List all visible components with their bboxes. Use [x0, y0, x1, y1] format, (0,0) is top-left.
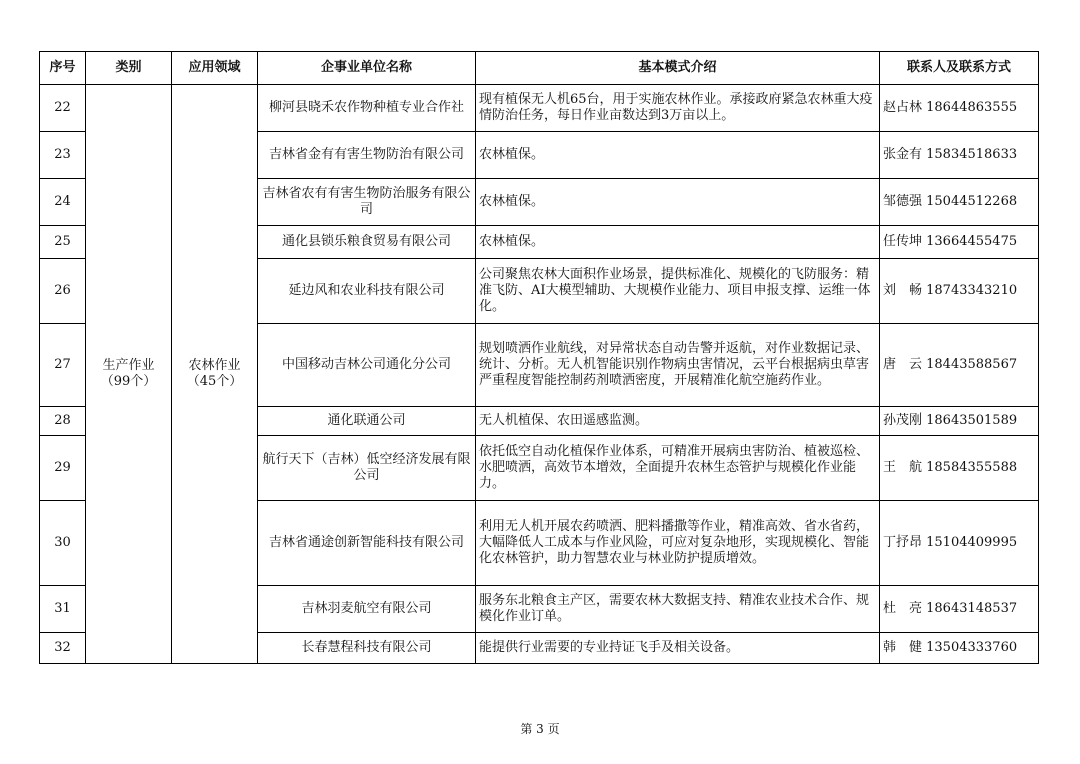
row-company: 吉林省通途创新智能科技有限公司 [258, 501, 476, 586]
row-company: 通化联通公司 [258, 407, 476, 436]
row-seq: 24 [40, 179, 86, 226]
row-mode: 无人机植保、农田遥感监测。 [476, 407, 880, 436]
row-seq: 28 [40, 407, 86, 436]
row-company: 中国移动吉林公司通化分公司 [258, 324, 476, 407]
row-mode: 现有植保无人机65台，用于实施农林作业。承接政府紧急农林重大疫情防治任务，每日作业亩数达到3万亩以上。 [476, 85, 880, 132]
enterprise-table [39, 51, 1039, 664]
field-count: （45个） [186, 374, 243, 389]
row-mode: 农林植保。 [476, 132, 880, 179]
row-contact: 任传坤 13664455475 [880, 226, 1039, 259]
row-seq: 25 [40, 226, 86, 259]
row-company: 通化县锁乐粮食贸易有限公司 [258, 226, 476, 259]
table-row [40, 85, 1039, 132]
row-contact: 赵占林 18644863555 [880, 85, 1039, 132]
row-company: 延边风和农业科技有限公司 [258, 259, 476, 324]
field-label: 农林作业 [188, 358, 241, 373]
header-contact: 联系人及联系方式 [880, 52, 1039, 85]
category-count: （99个） [100, 374, 157, 389]
header-category: 类别 [86, 52, 172, 85]
row-mode: 利用无人机开展农药喷洒、肥料播撒等作业，精准高效、省水省药，大幅降低人工成本与作业风险，可应对复杂地形，实现规模化、智能化农林管护，助力智慧农业与林业防护提质增效。 [476, 501, 880, 586]
row-contact: 杜 亮 18643148537 [880, 586, 1039, 633]
row-contact: 丁抒昂 15104409995 [880, 501, 1039, 586]
row-mode: 公司聚焦农林大面积作业场景，提供标准化、规模化的飞防服务：精准飞防、AI大模型辅助、大规模作业能力、项目申报支撑、运维一体化。 [476, 259, 880, 324]
header-seq: 序号 [40, 52, 86, 85]
row-company: 吉林羽麦航空有限公司 [258, 586, 476, 633]
row-mode: 农林植保。 [476, 226, 880, 259]
row-seq: 29 [40, 436, 86, 501]
row-company: 航行天下（吉林）低空经济发展有限公司 [258, 436, 476, 501]
row-mode: 服务东北粮食主产区，需要农林大数据支持、精准农业技术合作、规模化作业订单。 [476, 586, 880, 633]
row-mode: 能提供行业需要的专业持证飞手及相关设备。 [476, 633, 880, 664]
row-contact: 唐 云 18443588567 [880, 324, 1039, 407]
row-seq: 22 [40, 85, 86, 132]
row-seq: 27 [40, 324, 86, 407]
table-header-row [40, 52, 1039, 85]
row-seq: 23 [40, 132, 86, 179]
row-mode: 依托低空自动化植保作业体系，可精准开展病虫害防治、植被巡检、水肥喷洒，高效节本增效，全面提升农林生态管护与规模化作业能力。 [476, 436, 880, 501]
row-contact: 张金有 15834518633 [880, 132, 1039, 179]
row-seq: 31 [40, 586, 86, 633]
row-contact: 王 航 18584355588 [880, 436, 1039, 501]
header-mode: 基本模式介绍 [476, 52, 880, 85]
row-company: 吉林省金有有害生物防治有限公司 [258, 132, 476, 179]
category-label: 生产作业 [102, 358, 155, 373]
row-contact: 孙茂刚 18643501589 [880, 407, 1039, 436]
category-cell [86, 85, 172, 664]
row-contact: 刘 畅 18743343210 [880, 259, 1039, 324]
row-company: 柳河县晓禾农作物种植专业合作社 [258, 85, 476, 132]
row-contact: 韩 健 13504333760 [880, 633, 1039, 664]
header-company: 企事业单位名称 [258, 52, 476, 85]
page-number: 第 3 页 [520, 722, 560, 736]
row-seq: 26 [40, 259, 86, 324]
row-seq: 30 [40, 501, 86, 586]
row-company: 长春慧程科技有限公司 [258, 633, 476, 664]
row-mode: 农林植保。 [476, 179, 880, 226]
row-company: 吉林省农有有害生物防治服务有限公司 [258, 179, 476, 226]
row-contact: 邹德强 15044512268 [880, 179, 1039, 226]
row-mode: 规划喷洒作业航线，对异常状态自动告警并返航，对作业数据记录、统计、分析。无人机智能识别作物病虫害情况，云平台根据病虫草害严重程度智能控制药剂喷洒密度，开展精准化航空施药作业。 [476, 324, 880, 407]
field-cell [172, 85, 258, 664]
row-seq: 32 [40, 633, 86, 664]
header-field: 应用领域 [172, 52, 258, 85]
